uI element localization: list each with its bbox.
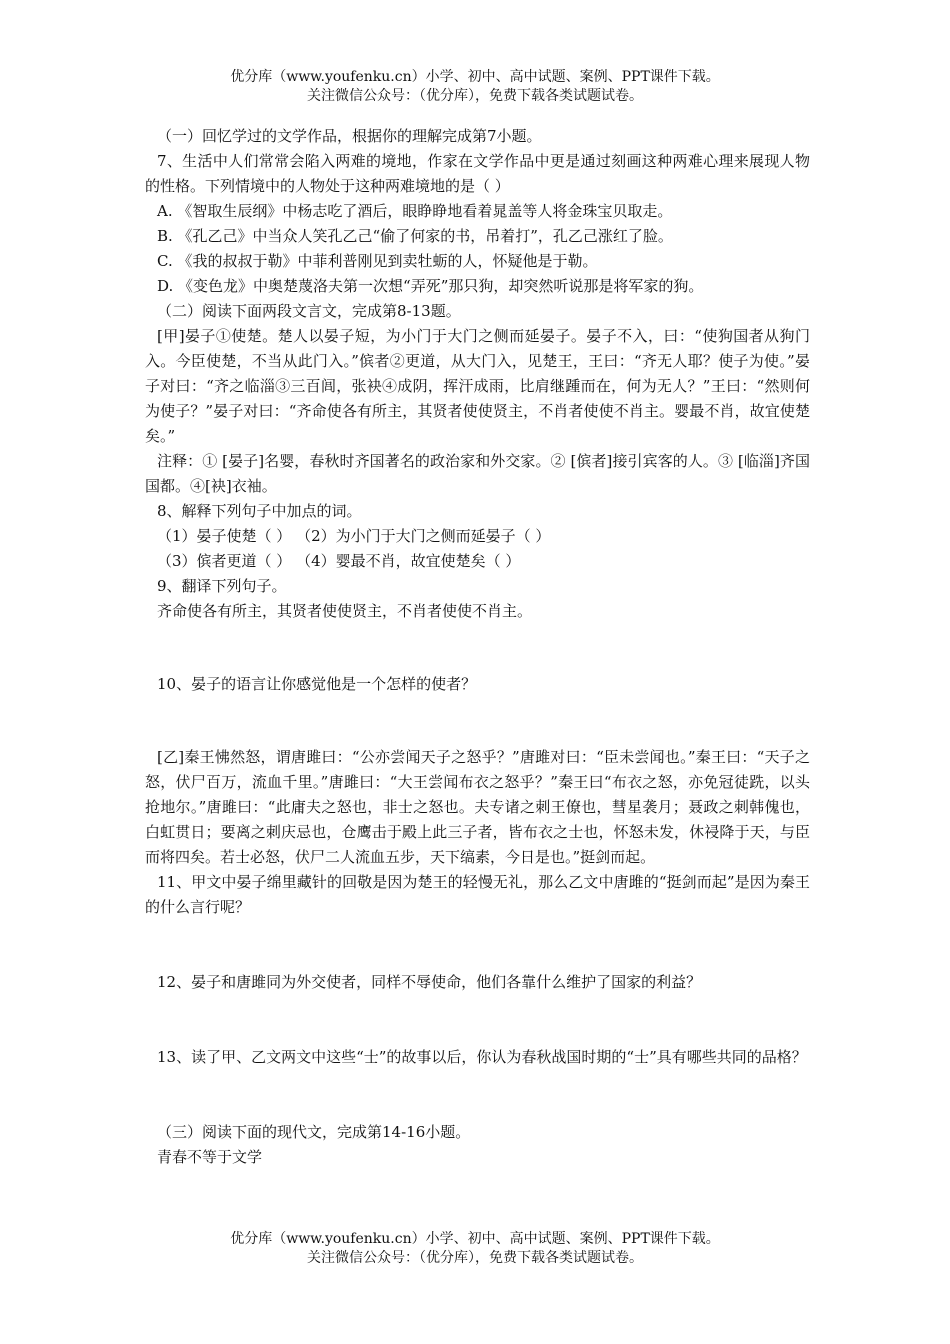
question-9: 9、翻译下列句子。 xyxy=(157,577,287,595)
passage-a-notes: 注释：① [晏子]名婴，春秋时齐国著名的政治家和外交家。② [傧者]接引宾客的人。③ [临淄]齐国国都。④[袂]衣袖。 xyxy=(145,452,810,495)
question-9-sentence: 齐命使各有所主，其贤者使使贤主，不肖者使使不肖主。 xyxy=(157,602,533,620)
answer-space-9 xyxy=(145,624,810,672)
question-7: 7、生活中人们常常会陷入两难的境地，作家在文学作品中更是通过刻画这种两难心理来展现人物的性格。下列情境中的人物处于这种两难境地的是（ ） xyxy=(145,152,810,195)
page-footer xyxy=(0,1230,950,1268)
question-8-row-1: （1）晏子使楚（ ） （2）为小门于大门之侧而延晏子（ ） xyxy=(157,527,551,545)
question-8-row-2: （3）傧者更道（ ） （4）婴最不肖，故宜使楚矣（ ） xyxy=(157,552,521,570)
section-3-title: 青春不等于文学 xyxy=(157,1148,263,1166)
section-3-heading: （三）阅读下面的现代文，完成第14-16小题。 xyxy=(157,1123,471,1141)
section-1-heading: （一）回忆学过的文学作品，根据你的理解完成第7小题。 xyxy=(157,127,542,145)
question-10: 10、晏子的语言让你感觉他是一个怎样的使者？ xyxy=(157,675,477,693)
document-body xyxy=(145,124,810,1170)
question-13: 13、读了甲、乙文两文中这些“士”的故事以后，你认为春秋战国时期的“士”具有哪些共同的品格？ xyxy=(157,1048,807,1066)
answer-space-13 xyxy=(145,1070,810,1120)
header-line-1: 优分库（www.youfenku.cn）小学、初中、高中试题、案例、PPT课件下载。 xyxy=(230,69,720,85)
question-11: 11、甲文中晏子绵里藏针的回敬是因为楚王的轻慢无礼，那么乙文中唐雎的“挺剑而起”是因为秦王的什么言行呢？ xyxy=(145,873,810,916)
question-8: 8、解释下列句子中加点的词。 xyxy=(157,502,362,520)
section-2-heading: （二）阅读下面两段文言文，完成第8-13题。 xyxy=(157,302,461,320)
answer-space-12 xyxy=(145,995,810,1045)
header-line-2: 关注微信公众号：（优分库），免费下载各类试题试卷。 xyxy=(307,88,643,104)
question-12: 12、晏子和唐雎同为外交使者，同样不辱使命，他们各靠什么维护了国家的利益？ xyxy=(157,973,702,991)
footer-line-2: 关注微信公众号：（优分库），免费下载各类试题试卷。 xyxy=(307,1250,643,1266)
answer-space-11 xyxy=(145,920,810,970)
question-7-option-a: A. 《智取生辰纲》中杨志吃了酒后，眼睁睁地看着晁盖等人将金珠宝贝取走。 xyxy=(157,202,673,220)
question-7-option-c: C. 《我的叔叔于勒》中菲利普刚见到卖牡蛎的人，怀疑他是于勒。 xyxy=(157,252,598,270)
answer-space-10 xyxy=(145,697,810,745)
passage-b: [乙]秦王怫然怒，谓唐雎曰：“公亦尝闻天子之怒乎？”唐雎对曰：“臣未尝闻也。”秦王曰：“天子之怒，伏尸百万，流血千里。”唐雎曰：“大王尝闻布衣之怒乎？”秦王曰“布衣之怒，亦免冠徒跣，以头抢地尔。”唐雎曰：“此庸夫之怒也，非士之怒也。夫专诸之刺王僚也，彗星袭月；聂政之刺韩傀也，白虹贯日；要离之刺庆忌也，仓鹰击于殿上此三子者，皆布衣之士也，怀怒未发，休祲降于天，与臣而将四矣。若士必怒，伏尸二人流血五步，天下缟素，今日是也。”挺剑而起。 xyxy=(145,748,810,866)
question-7-option-d: D. 《变色龙》中奥楚蔑洛夫第一次想“弄死”那只狗，却突然听说那是将军家的狗。 xyxy=(157,277,704,295)
question-7-option-b: B. 《孔乙己》中当众人笑孔乙己“偷了何家的书，吊着打”，孔乙己涨红了脸。 xyxy=(157,227,673,245)
footer-line-1: 优分库（www.youfenku.cn）小学、初中、高中试题、案例、PPT课件下载。 xyxy=(230,1231,720,1247)
passage-a: [甲]晏子①使楚。楚人以晏子短，为小门于大门之侧而延晏子。晏子不入，曰：“使狗国者从狗门入。今臣使楚，不当从此门入。”傧者②更道，从大门入，见楚王，王曰：“齐无人耶？使子为使。”晏子对曰：“齐之临淄③三百闾，张袂④成阴，挥汗成雨，比肩继踵而在，何为无人？”王曰：“然则何为使子？”晏子对曰：“齐命使各有所主，其贤者使使贤主，不肖者使使不肖主。婴最不肖，故宜使楚矣。” xyxy=(145,327,810,445)
page-header xyxy=(0,68,950,106)
